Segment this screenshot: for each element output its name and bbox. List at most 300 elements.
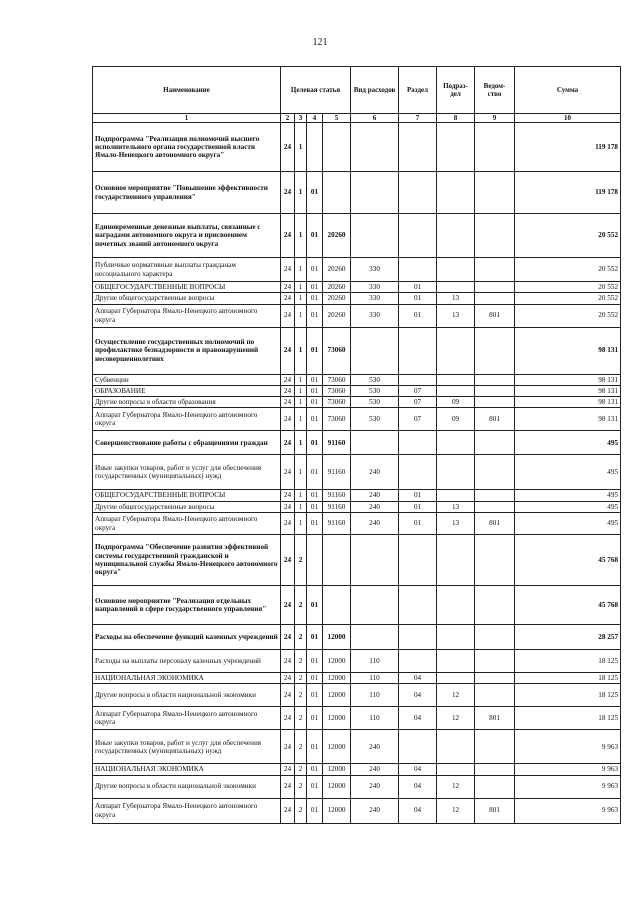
cell-name: Другие вопросы в области национальной экономики bbox=[93, 684, 281, 707]
cell-c3: 01 bbox=[307, 258, 323, 282]
cell-c2: 1 bbox=[295, 258, 307, 282]
cell-c4: 12000 bbox=[323, 775, 351, 798]
cell-c3: 01 bbox=[307, 490, 323, 501]
cell-ved bbox=[475, 650, 515, 673]
cell-ved bbox=[475, 123, 515, 172]
cell-rz bbox=[399, 535, 437, 586]
cell-c2: 1 bbox=[295, 490, 307, 501]
cell-name: Субвенции bbox=[93, 374, 281, 385]
cell-vr bbox=[351, 327, 399, 374]
cell-c3: 01 bbox=[307, 707, 323, 730]
cell-vr bbox=[351, 625, 399, 650]
cell-ved: 801 bbox=[475, 707, 515, 730]
cell-ved bbox=[475, 775, 515, 798]
cell-pr bbox=[437, 431, 475, 455]
cell-c4: 20260 bbox=[323, 282, 351, 293]
cell-rz bbox=[399, 455, 437, 490]
cell-c1: 24 bbox=[281, 172, 295, 214]
cell-c1: 24 bbox=[281, 650, 295, 673]
table-row bbox=[93, 327, 621, 374]
cell-name: Другие общегосударственные вопросы bbox=[93, 501, 281, 512]
cell-ved bbox=[475, 282, 515, 293]
cell-name: ОБЩЕГОСУДАРСТВЕННЫЕ ВОПРОСЫ bbox=[93, 282, 281, 293]
table-row bbox=[93, 455, 621, 490]
cell-ved bbox=[475, 730, 515, 764]
cell-c4: 91160 bbox=[323, 431, 351, 455]
table-row bbox=[93, 408, 621, 431]
cell-c3: 01 bbox=[307, 172, 323, 214]
cell-c1: 24 bbox=[281, 397, 295, 408]
cell-pr bbox=[437, 258, 475, 282]
cell-ved bbox=[475, 535, 515, 586]
cell-ved bbox=[475, 501, 515, 512]
cell-c4: 91160 bbox=[323, 501, 351, 512]
cell-c1: 24 bbox=[281, 707, 295, 730]
cell-ved bbox=[475, 327, 515, 374]
cell-c1: 24 bbox=[281, 282, 295, 293]
cell-vr: 240 bbox=[351, 730, 399, 764]
column-number: 5 bbox=[323, 114, 351, 123]
table-row bbox=[93, 258, 621, 282]
cell-name: Аппарат Губернатора Ямало-Ненецкого автономного округа bbox=[93, 707, 281, 730]
cell-c4: 73060 bbox=[323, 408, 351, 431]
header-department: Ведом- ство bbox=[475, 67, 515, 114]
cell-name: НАЦИОНАЛЬНАЯ ЭКОНОМИКА bbox=[93, 764, 281, 775]
cell-rz: 04 bbox=[399, 707, 437, 730]
cell-c2: 2 bbox=[295, 684, 307, 707]
cell-vr bbox=[351, 123, 399, 172]
cell-name: Расходы на обеспечение функций казенных учреждений bbox=[93, 625, 281, 650]
cell-c2: 2 bbox=[295, 764, 307, 775]
cell-vr: 330 bbox=[351, 304, 399, 327]
cell-name: Совершенствование работы с обращениями граждан bbox=[93, 431, 281, 455]
cell-ved: 801 bbox=[475, 798, 515, 823]
table-row bbox=[93, 535, 621, 586]
cell-rz bbox=[399, 172, 437, 214]
cell-c3: 01 bbox=[307, 408, 323, 431]
cell-rz: 01 bbox=[399, 282, 437, 293]
cell-c1: 24 bbox=[281, 408, 295, 431]
cell-sum: 18 125 bbox=[515, 673, 621, 684]
cell-pr bbox=[437, 123, 475, 172]
cell-rz bbox=[399, 258, 437, 282]
cell-vr: 530 bbox=[351, 408, 399, 431]
cell-sum: 20 552 bbox=[515, 304, 621, 327]
cell-rz: 01 bbox=[399, 513, 437, 535]
cell-c1: 24 bbox=[281, 123, 295, 172]
cell-c3: 01 bbox=[307, 374, 323, 385]
cell-c2: 2 bbox=[295, 650, 307, 673]
cell-pr bbox=[437, 490, 475, 501]
table-row bbox=[93, 501, 621, 512]
cell-vr: 110 bbox=[351, 707, 399, 730]
cell-c3 bbox=[307, 535, 323, 586]
cell-sum: 18 125 bbox=[515, 684, 621, 707]
cell-c4: 20260 bbox=[323, 304, 351, 327]
column-number: 4 bbox=[307, 114, 323, 123]
cell-c2: 1 bbox=[295, 385, 307, 396]
cell-rz bbox=[399, 650, 437, 673]
cell-pr: 13 bbox=[437, 513, 475, 535]
cell-pr bbox=[437, 673, 475, 684]
cell-name: Подпрограмма "Обеспечение развития эффективной системы государственной гражданской и муниципальной службы Ямало-Ненецкого автономного округа" bbox=[93, 535, 281, 586]
cell-pr bbox=[437, 586, 475, 625]
cell-name: Основное мероприятие "Реализация отдельных направлений в сфере государственного управления" bbox=[93, 586, 281, 625]
cell-ved bbox=[475, 397, 515, 408]
cell-name: ОБЩЕГОСУДАРСТВЕННЫЕ ВОПРОСЫ bbox=[93, 490, 281, 501]
cell-c1: 24 bbox=[281, 535, 295, 586]
cell-c1: 24 bbox=[281, 214, 295, 258]
cell-c4: 12000 bbox=[323, 673, 351, 684]
cell-sum: 18 125 bbox=[515, 707, 621, 730]
cell-name: НАЦИОНАЛЬНАЯ ЭКОНОМИКА bbox=[93, 673, 281, 684]
cell-sum: 45 768 bbox=[515, 535, 621, 586]
cell-pr: 09 bbox=[437, 397, 475, 408]
cell-c1: 24 bbox=[281, 455, 295, 490]
cell-vr: 110 bbox=[351, 684, 399, 707]
cell-name: Другие общегосударственные вопросы bbox=[93, 293, 281, 304]
cell-pr bbox=[437, 282, 475, 293]
column-number: 9 bbox=[475, 114, 515, 123]
cell-name: Подпрограмма "Реализация полномочий высшего исполнительного органа государственной власти Ямало-Ненецкого автономного округа" bbox=[93, 123, 281, 172]
cell-vr: 330 bbox=[351, 293, 399, 304]
cell-pr: 12 bbox=[437, 798, 475, 823]
cell-sum: 98 131 bbox=[515, 408, 621, 431]
cell-ved bbox=[475, 385, 515, 396]
cell-sum: 495 bbox=[515, 431, 621, 455]
header-name: Наименование bbox=[93, 67, 281, 114]
cell-ved bbox=[475, 431, 515, 455]
cell-c2: 2 bbox=[295, 775, 307, 798]
cell-name: Публичные нормативные выплаты гражданам несоциального характера bbox=[93, 258, 281, 282]
cell-c3: 01 bbox=[307, 327, 323, 374]
cell-pr: 13 bbox=[437, 293, 475, 304]
cell-c4: 20260 bbox=[323, 214, 351, 258]
cell-c3: 01 bbox=[307, 586, 323, 625]
cell-c3: 01 bbox=[307, 673, 323, 684]
cell-c1: 24 bbox=[281, 775, 295, 798]
cell-sum: 98 131 bbox=[515, 397, 621, 408]
cell-rz: 01 bbox=[399, 501, 437, 512]
cell-pr: 12 bbox=[437, 707, 475, 730]
table-row bbox=[93, 214, 621, 258]
cell-sum: 20 552 bbox=[515, 214, 621, 258]
cell-sum: 18 125 bbox=[515, 650, 621, 673]
cell-c4: 73060 bbox=[323, 397, 351, 408]
cell-c3: 01 bbox=[307, 684, 323, 707]
table-row bbox=[93, 707, 621, 730]
cell-c3: 01 bbox=[307, 455, 323, 490]
table-row bbox=[93, 673, 621, 684]
cell-c3: 01 bbox=[307, 501, 323, 512]
cell-rz: 07 bbox=[399, 397, 437, 408]
cell-c1: 24 bbox=[281, 431, 295, 455]
cell-vr: 240 bbox=[351, 501, 399, 512]
cell-rz: 01 bbox=[399, 490, 437, 501]
cell-c1: 24 bbox=[281, 673, 295, 684]
table-row bbox=[93, 513, 621, 535]
table-row bbox=[93, 293, 621, 304]
cell-pr: 09 bbox=[437, 408, 475, 431]
cell-sum: 98 131 bbox=[515, 385, 621, 396]
cell-c1: 24 bbox=[281, 730, 295, 764]
cell-c4 bbox=[323, 586, 351, 625]
column-number: 7 bbox=[399, 114, 437, 123]
cell-pr bbox=[437, 650, 475, 673]
cell-c4: 20260 bbox=[323, 293, 351, 304]
table-row bbox=[93, 385, 621, 396]
cell-vr bbox=[351, 535, 399, 586]
cell-c2: 1 bbox=[295, 327, 307, 374]
table-row bbox=[93, 764, 621, 775]
cell-rz: 07 bbox=[399, 385, 437, 396]
cell-ved bbox=[475, 586, 515, 625]
cell-vr: 110 bbox=[351, 650, 399, 673]
cell-name: Единовременные денежные выплаты, связанные с наградами автономного округа и присвоением почетных званий автономного округа bbox=[93, 214, 281, 258]
cell-c2: 2 bbox=[295, 586, 307, 625]
cell-pr bbox=[437, 172, 475, 214]
cell-c3: 01 bbox=[307, 730, 323, 764]
cell-name: Иные закупки товаров, работ и услуг для обеспечения государственных (муниципальных) нужд bbox=[93, 455, 281, 490]
cell-name: Иные закупки товаров, работ и услуг для обеспечения государственных (муниципальных) нужд bbox=[93, 730, 281, 764]
cell-vr: 240 bbox=[351, 513, 399, 535]
cell-rz bbox=[399, 327, 437, 374]
cell-c1: 24 bbox=[281, 374, 295, 385]
cell-vr: 240 bbox=[351, 775, 399, 798]
cell-c3: 01 bbox=[307, 293, 323, 304]
cell-sum: 98 131 bbox=[515, 327, 621, 374]
cell-ved bbox=[475, 764, 515, 775]
cell-sum: 20 552 bbox=[515, 282, 621, 293]
cell-c2: 1 bbox=[295, 513, 307, 535]
cell-c2: 2 bbox=[295, 625, 307, 650]
cell-c1: 24 bbox=[281, 798, 295, 823]
cell-name: Расходы на выплаты персоналу казенных учреждений bbox=[93, 650, 281, 673]
cell-rz bbox=[399, 214, 437, 258]
cell-c2: 1 bbox=[295, 455, 307, 490]
cell-pr: 12 bbox=[437, 775, 475, 798]
cell-sum: 9 963 bbox=[515, 764, 621, 775]
cell-name: Аппарат Губернатора Ямало-Ненецкого автономного округа bbox=[93, 513, 281, 535]
cell-c3: 01 bbox=[307, 625, 323, 650]
cell-vr: 530 bbox=[351, 385, 399, 396]
cell-c2: 1 bbox=[295, 123, 307, 172]
table-row bbox=[93, 374, 621, 385]
cell-rz bbox=[399, 431, 437, 455]
cell-pr bbox=[437, 625, 475, 650]
table-row bbox=[93, 625, 621, 650]
cell-rz: 04 bbox=[399, 798, 437, 823]
cell-sum: 9 963 bbox=[515, 730, 621, 764]
cell-c3: 01 bbox=[307, 764, 323, 775]
cell-c3: 01 bbox=[307, 397, 323, 408]
header-subsection: Подраз- дел bbox=[437, 67, 475, 114]
header-section: Раздел bbox=[399, 67, 437, 114]
cell-c2: 1 bbox=[295, 431, 307, 455]
column-number: 2 bbox=[281, 114, 295, 123]
cell-pr bbox=[437, 385, 475, 396]
cell-vr bbox=[351, 172, 399, 214]
cell-vr bbox=[351, 431, 399, 455]
cell-c4: 73060 bbox=[323, 385, 351, 396]
table-row bbox=[93, 490, 621, 501]
cell-pr bbox=[437, 214, 475, 258]
cell-c2: 2 bbox=[295, 707, 307, 730]
cell-c1: 24 bbox=[281, 490, 295, 501]
cell-name: Осуществление государственных полномочий по профилактике безнадзорности и правонарушений несовершеннолетних bbox=[93, 327, 281, 374]
cell-ved bbox=[475, 172, 515, 214]
cell-c4: 91160 bbox=[323, 490, 351, 501]
cell-c2: 1 bbox=[295, 397, 307, 408]
table-row bbox=[93, 282, 621, 293]
table-row bbox=[93, 650, 621, 673]
cell-vr: 530 bbox=[351, 374, 399, 385]
cell-rz bbox=[399, 586, 437, 625]
cell-c3: 01 bbox=[307, 650, 323, 673]
cell-c3: 01 bbox=[307, 385, 323, 396]
cell-sum: 20 552 bbox=[515, 258, 621, 282]
cell-c2: 1 bbox=[295, 408, 307, 431]
cell-c1: 24 bbox=[281, 586, 295, 625]
cell-sum: 119 178 bbox=[515, 123, 621, 172]
cell-sum: 9 963 bbox=[515, 798, 621, 823]
cell-sum: 495 bbox=[515, 490, 621, 501]
cell-c4: 12000 bbox=[323, 798, 351, 823]
cell-ved bbox=[475, 684, 515, 707]
cell-vr: 330 bbox=[351, 282, 399, 293]
cell-c4: 12000 bbox=[323, 730, 351, 764]
budget-table bbox=[92, 66, 621, 824]
cell-c4: 12000 bbox=[323, 707, 351, 730]
cell-rz bbox=[399, 625, 437, 650]
cell-rz: 04 bbox=[399, 684, 437, 707]
cell-c1: 24 bbox=[281, 625, 295, 650]
cell-sum: 28 257 bbox=[515, 625, 621, 650]
page-number: 121 bbox=[312, 37, 328, 48]
table-row bbox=[93, 730, 621, 764]
cell-sum: 45 768 bbox=[515, 586, 621, 625]
header-sum: Сумма bbox=[515, 67, 621, 114]
cell-rz: 01 bbox=[399, 293, 437, 304]
table-row bbox=[93, 172, 621, 214]
column-number: 8 bbox=[437, 114, 475, 123]
cell-c3: 01 bbox=[307, 431, 323, 455]
cell-sum: 119 178 bbox=[515, 172, 621, 214]
cell-c4 bbox=[323, 172, 351, 214]
cell-name: Основное мероприятие "Повышение эффективности государственного управления" bbox=[93, 172, 281, 214]
cell-pr bbox=[437, 535, 475, 586]
cell-c3: 01 bbox=[307, 304, 323, 327]
cell-c2: 1 bbox=[295, 282, 307, 293]
cell-sum: 495 bbox=[515, 501, 621, 512]
table-row bbox=[93, 123, 621, 172]
cell-c4: 73060 bbox=[323, 374, 351, 385]
table-row bbox=[93, 431, 621, 455]
cell-rz: 01 bbox=[399, 304, 437, 327]
cell-ved: 801 bbox=[475, 513, 515, 535]
cell-c1: 24 bbox=[281, 385, 295, 396]
cell-rz bbox=[399, 374, 437, 385]
cell-name: Аппарат Губернатора Ямало-Ненецкого автономного округа bbox=[93, 408, 281, 431]
cell-pr bbox=[437, 374, 475, 385]
cell-ved bbox=[475, 258, 515, 282]
cell-c1: 24 bbox=[281, 764, 295, 775]
cell-ved: 801 bbox=[475, 408, 515, 431]
cell-ved bbox=[475, 293, 515, 304]
table-row bbox=[93, 684, 621, 707]
cell-c4: 91160 bbox=[323, 455, 351, 490]
cell-rz bbox=[399, 730, 437, 764]
cell-c1: 24 bbox=[281, 501, 295, 512]
cell-c4: 12000 bbox=[323, 625, 351, 650]
cell-name: Другие вопросы в области образования bbox=[93, 397, 281, 408]
cell-c1: 24 bbox=[281, 327, 295, 374]
cell-ved bbox=[475, 455, 515, 490]
cell-sum: 20 552 bbox=[515, 293, 621, 304]
cell-c4: 91160 bbox=[323, 513, 351, 535]
table-row bbox=[93, 586, 621, 625]
cell-c2: 2 bbox=[295, 730, 307, 764]
cell-vr: 110 bbox=[351, 673, 399, 684]
cell-sum: 9 963 bbox=[515, 775, 621, 798]
cell-c1: 24 bbox=[281, 293, 295, 304]
header-target-article: Целевая статья bbox=[281, 67, 351, 114]
cell-ved bbox=[475, 374, 515, 385]
cell-name: Другие вопросы в области национальной экономики bbox=[93, 775, 281, 798]
cell-pr: 13 bbox=[437, 304, 475, 327]
cell-ved: 801 bbox=[475, 304, 515, 327]
cell-vr: 240 bbox=[351, 798, 399, 823]
table-row bbox=[93, 304, 621, 327]
cell-c2: 2 bbox=[295, 535, 307, 586]
cell-vr bbox=[351, 586, 399, 625]
column-number: 10 bbox=[515, 114, 621, 123]
cell-c3: 01 bbox=[307, 513, 323, 535]
cell-vr: 240 bbox=[351, 490, 399, 501]
cell-c3: 01 bbox=[307, 775, 323, 798]
cell-c1: 24 bbox=[281, 684, 295, 707]
cell-rz: 04 bbox=[399, 673, 437, 684]
cell-sum: 98 131 bbox=[515, 374, 621, 385]
cell-c4 bbox=[323, 123, 351, 172]
cell-pr bbox=[437, 730, 475, 764]
cell-name: Аппарат Губернатора Ямало-Ненецкого автономного округа bbox=[93, 798, 281, 823]
cell-c2: 1 bbox=[295, 501, 307, 512]
cell-pr bbox=[437, 455, 475, 490]
table-row bbox=[93, 775, 621, 798]
cell-c3 bbox=[307, 123, 323, 172]
cell-c1: 24 bbox=[281, 304, 295, 327]
table-row bbox=[93, 397, 621, 408]
header-expense-type: Вид расходов bbox=[351, 67, 399, 114]
cell-c4: 20260 bbox=[323, 258, 351, 282]
column-number: 6 bbox=[351, 114, 399, 123]
cell-ved bbox=[475, 490, 515, 501]
cell-c4 bbox=[323, 535, 351, 586]
cell-c2: 1 bbox=[295, 304, 307, 327]
cell-sum: 495 bbox=[515, 513, 621, 535]
cell-rz: 04 bbox=[399, 764, 437, 775]
cell-c1: 24 bbox=[281, 258, 295, 282]
cell-pr: 12 bbox=[437, 684, 475, 707]
cell-vr bbox=[351, 214, 399, 258]
cell-c1: 24 bbox=[281, 513, 295, 535]
cell-ved bbox=[475, 673, 515, 684]
cell-rz bbox=[399, 123, 437, 172]
cell-c2: 2 bbox=[295, 673, 307, 684]
cell-ved bbox=[475, 214, 515, 258]
cell-vr: 240 bbox=[351, 455, 399, 490]
